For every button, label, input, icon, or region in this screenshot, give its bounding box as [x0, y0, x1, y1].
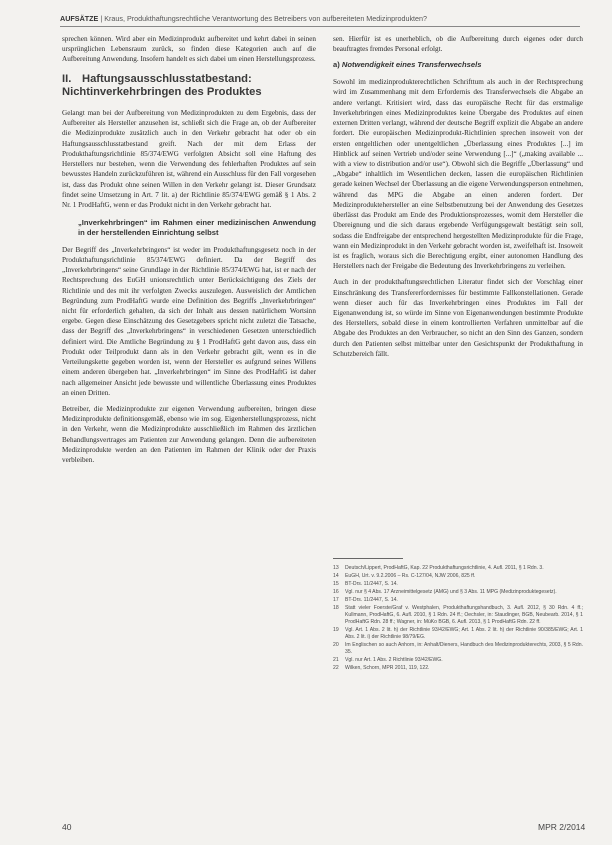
footnote-text: Statt vieler Foerste/Graf v. Westphalen, Produkthaftungshandbuch, 3. Aufl. 2012, § 30 Rdn. 4 ff.; Kullmann, ProdHaftG, 6. Aufl. 2010, § 1 Rdn. 24 ff.; Oechsler, in: Staudinger, BGB, Neubearb. 2014, § 1 ProdHaftG Rdn. 28 ff.; Wagner, in: MüKo BGB, 6. Aufl. 2013, § 1 ProdHaftG Rdn. 22 ff. — [345, 605, 583, 626]
right-paragraph-2: Auch in der produkthaftungsrechtlichen Literatur findet sich der Vorschlag einer Einschränkung des Transfererfordernisses für bestimmte Fallkonstellationen. Gerade wenn dieser auch für das Inverkehrbringen eines Produktes im Fall der Eigenanwendung ist, so würde im Sinne von Eigenanwendungen bestimmte Produkte des Herstellers, sobald diese in einem kontrollierten Verfahren unmittelbar auf die Abgabe des Produktes an den Verbraucher, so nicht an den Sinn des Ganzen, sondern durch den Patienten selbst mittelbar unter den Gesichtspunkt der Produkthaftung in Schutzbereich fällt. — [333, 278, 583, 358]
footnote-rule — [333, 558, 403, 559]
footnote-number: 19 — [333, 627, 339, 634]
subsection-a-heading — [333, 60, 583, 71]
footnote — [333, 597, 583, 604]
left-paragraph-3: Betreiber, die Medizinprodukte zur eigenen Verwendung aufbereiten, bringen diese Medizinprodukte definitionsgemäß, ebenso wie im sog. Eigenherstellungsprozess, nicht in den Verkehr, wenn die Medizinprodukte ausschließlich im Rahmen des ärztlichen Behandlungsvertrages am Patienten zur Anwendung gelangen. Denn die aufbereiteten Medizinprodukte werden an den Patienten im Rahmen der Klinik oder der Praxis verbleiben. — [62, 404, 316, 465]
footnote-number: 15 — [333, 581, 339, 588]
footnote-number: 22 — [333, 665, 339, 672]
footnote-number: 16 — [333, 589, 339, 596]
subsection-a-title: Notwendigkeit eines Transferwechsels — [341, 60, 482, 70]
footnote — [333, 665, 583, 672]
running-header — [60, 14, 580, 23]
footnote-text: Vgl. Art. 1 Abs. 2 lit. h) der Richtlinie 93/42/EWG; Art. 1 Abs. 2 lit. h) der Richtlinie 90/385/EWG; Art. 1 Abs. 2 lit. i) der Richtlinie 98/79/EG. — [345, 627, 583, 641]
footnote-text: EuGH, Urt. v. 9.2.2006 – Rs. C-127/04, NJW 2006, 825 ff. — [345, 573, 476, 580]
section-number: II. — [62, 72, 72, 85]
right-column — [333, 34, 583, 365]
footnote — [333, 627, 583, 641]
footnote — [333, 565, 583, 572]
right-paragraph-1: Sowohl im medizinprodukterechtlichen Schrifttum als auch in der Rechtsprechung wird im Zusammenhang mit dem Erfordernis des Transferwechsels die Abgabe an andere verlangt. Kritisiert wird, dass das europäische Recht für das erstmalige Inverkehrbringen eines Medizinproduktes keine Übergabe des Produktes auf einen externen Dritten verlangt, während der deutsche Begriff explizit die Abgabe an andere fordert. Die europäischen Medizinprodukt-Richtlinien sprechen insoweit von der ersten entgeltlichen oder unentgeltlichen „Überlassung eines Produktes [...] im Hinblick auf seinen Vertrieb und/oder seine Verwendung [...]“ („making available ... with a view to distribution and/or use“). Obwohl sich die Begriffe „Überlassung“ und „Abgabe“ inhaltlich im Wesentlichen decken, lassen die europäischen Richtlinien gerade keinen Wechsel der Überlassung an die eigene Verwendungsperson entnehmen, während das MPG die Abgabe an einen anderen fordert. Der Medizinproduktehersteller an eine Selbstbenutzung bei der Anwendung des Gesetzes überlässt das Produkt am Ende des Produktionsprozesses, womit dem Hersteller die Übereignung und die sich daraus ergebende Verfügungsgewalt bestätigt sein soll, sodass die Endfreigabe der entsprechend hergestellten Medizinprodukte für die Frage, wann ein Medizinprodukt in den Verkehr gebracht worden ist, zweifelhaft ist. Insoweit ist es fraglich, woraus sich die Berechtigung ergibt, einer autonomen Handlung des Herstellers nach der Freigabe die Bedeutung des Inverkehrbringens zu verleihen. — [333, 78, 583, 271]
journal-issue: MPR 2/2014 — [538, 822, 586, 832]
left-column — [62, 34, 316, 471]
footnote-number: 21 — [333, 657, 339, 664]
right-intro-paragraph: sen. Hierfür ist es unerheblich, ob die Aufbereitung durch eigenes oder durch beauftragtes fremdes Personal erfolgt. — [333, 35, 583, 54]
footnote-text: BT-Drs. 11/2447, S. 14. — [345, 597, 398, 604]
footnote-text: BT-Drs. 11/2447, S. 14. — [345, 581, 398, 588]
page-number: 40 — [62, 822, 72, 832]
footnotes — [333, 565, 583, 673]
footnote-number: 20 — [333, 642, 339, 649]
footnote-number: 14 — [333, 573, 339, 580]
footnote-text: Vgl. nur § 4 Abs. 17 Arzneimittelgesetz (AMG) und § 3 Abs. 11 MPG (Medizinproduktegesetz). — [345, 589, 557, 596]
header-rule — [60, 26, 580, 27]
section-heading — [62, 73, 316, 100]
footnote — [333, 589, 583, 596]
footnote — [333, 581, 583, 588]
footnote-text: Deutsch/Lippert, ProdHaftG, Kap. 22 Produkthaftungsrichtlinie, 4. Aufl. 2011, § 1 Rdn. 3. — [345, 565, 544, 571]
header-section-label: AUFSÄTZE — [60, 14, 99, 23]
footnote — [333, 642, 583, 656]
subsection-heading: „Inverkehrbringen“ im Rahmen einer medizinischen Anwendung in der herstellenden Einrichtung selbst — [78, 218, 316, 238]
footnote-number: 18 — [333, 605, 339, 612]
section-title: Haftungsausschlusstatbestand: Nichtinverkehrbringen des Produktes — [62, 72, 262, 99]
footnote-number: 17 — [333, 597, 339, 604]
subsection-a-label: a) — [333, 60, 340, 70]
footnote-number: 13 — [333, 565, 339, 571]
footnote-text: Vgl. nur Art. 1 Abs. 2 Richtlinie 93/42/EWG. — [345, 657, 443, 664]
footnote-text: Wilken, Schorn, MPR 2011, 119, 122. — [345, 665, 430, 672]
left-paragraph-2: Der Begriff des „Inverkehrbringens“ ist weder im Produkthaftungsgesetz noch in der Produkthaftungsrichtlinie 85/374/EWG definiert. Da der Begriff des „Inverkehrbringens“ seine Grundlage in der Richtlinie 85/374/EWG hat, ist er nach der Rechtsprechung des EuGH unionsrechtlich unter Berücksichtigung des Ziels der Richtlinie und des mit ihr verfolgten Zwecks auszulegen. Ausweislich der Amtlichen Begründung zum ProdHaftG wurde eine Definition des Begriffs „Inverkehrbringen“ nicht für erforderlich gehalten, da sich der Inhalt aus dessen natürlichem Wortsinn ergebe. Gegen diese Einschätzung des Gesetzgebers spricht nicht zuletzt die Tatsache, dass der Begriff des „Inverkehrbringens“ in verschiedenen Gesetzen unterschiedlich definiert wird. Die Amtliche Begründung zu § 1 ProdHaftG geht davon aus, dass ein Produkt oder Teilprodukt dann als in den Verkehr gebracht gilt, wenn es in die Verteilungskette gegeben worden ist, wenn der Hersteller es aufgrund seines Willens einem anderen übergeben hat. „Inverkehrbringen“ im Sinne des ProdHaftG ist daher nach allgemeiner Ansicht jede bewusste und willentliche Überlassung eines Produktes an einen Dritten. — [62, 245, 316, 397]
footnote — [333, 573, 583, 580]
left-intro-paragraph: sprechen können. Wird aber ein Medizinprodukt aufbereitet und kehrt dabei in seinen ursprünglichen Lebensraum zurück, so finden diese Kategorien auch auf die Aufbereitung Anwendung. Insofern handelt es sich dabei um einen Herstellungsprozess. — [62, 35, 316, 64]
footnote-text: Im Englischen so auch Anhorn, in: Anhalt/Dieners, Handbuch des Medizinprodukterechts, 2003, § 5 Rdn. 35. — [345, 642, 583, 656]
footnote — [333, 605, 583, 626]
left-paragraph-1: Gelangt man bei der Aufbereitung von Medizinprodukten zu dem Ergebnis, dass der Aufbereiter als Hersteller anzusehen ist, schließt sich die Frage an, ob der Aufbereiter die Medizinprodukte zusätzlich auch in den Verkehr gebracht hat oder ob ein Haftungsausschlusstatbestand greift. Nach der mit dem Erlass der Produkthaftungsrichtlinie 85/374/EWG verfolgten Absicht soll eine Haftung des Herstellers nur bestehen, wenn die Verwendung des fehlerhaften Produktes auf sein bewusstes Handeln zurückzuführen ist, während ein Ausschluss für den Fall vorgesehen ist, dass das Produkt ohne seinen Willen in den Verkehr gelangt ist. Dieser Grundsatz findet seine Umsetzung in Art. 7 lit. a) der Richtlinie 85/374/EWG gemäß § 1 Abs. 2 Nr. 1 ProdHaftG, wenn er das Produkt nicht in den Verkehr gebracht hat. — [62, 108, 316, 209]
footnote — [333, 657, 583, 664]
header-running-title: | Kraus, Produkthaftungsrechtliche Verantwortung des Betreibers von aufbereiteten Medizinprodukten? — [100, 14, 428, 23]
